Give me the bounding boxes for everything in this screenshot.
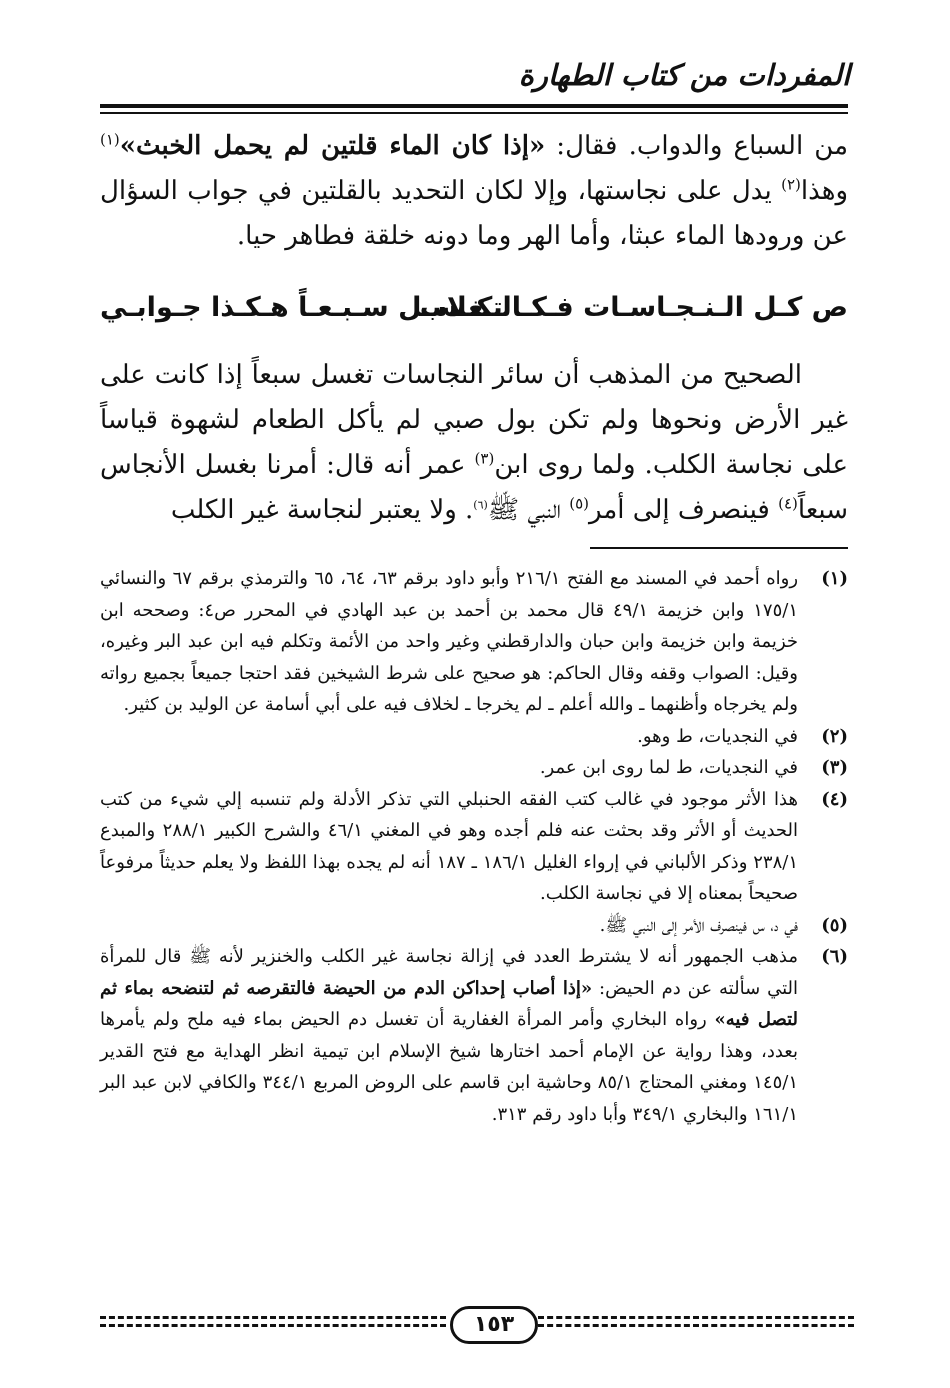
text-run: مذهب الجمهور أنه لا يشترط العدد في إزالة نجاسة غير الكلب والخنزير لأنه ﷺ قال للمرأة التي سألته عن دم الحيض: [100,946,798,999]
paragraph-2 [100,353,848,533]
footnote-3 [100,752,848,784]
ornament-dash-right-lower [538,1324,854,1327]
text-run: الصحيح من المذهب أن سائر النجاسات تغسل سبعاً إذا كانت على غير الأرض ونحوها ولم تكن بول صبي لم يأكل الطعام لشهوة قياساً على نجاسة الكلب. ولما روى ابن [100,360,848,480]
text-run: من السباع والدواب. فقال: [545,131,848,161]
footnote-ref-3: (٣) [474,449,495,468]
footnote-separator [590,547,848,549]
text-run: عمر أنه قال: أمرنا بغسل الأنجاس سبعاً [100,450,848,525]
hadith-quote: «إذا كان الماء قلتين لم يحمل الخبث» [119,131,546,161]
footnote-ref-6: (٦) [473,498,488,512]
page-number-ornament [100,1306,854,1342]
footnote-5 [100,910,848,942]
ornament-dash-right [538,1316,854,1319]
footnote-number: (٣) [821,757,848,778]
footnote-text: رواه أحمد في المسند مع الفتح ٢١٦/١ وأبو داود برقم ٦٣، ٦٤، ٦٥ والترمذي برقم ٦٧ والنسائي ١٧٥/١ وابن خزيمة ٤٩/١ قال محمد بن أحمد بن عبد الهادي في المحرر ص٤: وصححه ابن خزيمة وابن خزيمة وابن حبان والدارقطني وغير واحد من الأئمة وتكلم فيه ابن عبد البر وغيره، وقيل: الصواب وقفه وقال الحاكم: هو صحيح على شرط الشيخين فقد احتجا جميعاً بجميع رواته ولم يخرجاه وأظنهما ـ والله أعلم ـ لم يخرجا ـ لخلاف فيه على أبي أسامة عن الوليد بن كثير. [100,568,799,715]
text-run: يدل على نجاستها، وإلا لكان التحديد بالقلتين في جواب السؤال عن ورودها الماء عبثا، وأما الهر وما دونه خلقة فطاهر حيا. [100,176,848,251]
footnote-ref-5: (٥) [569,494,590,513]
footnote-ref-4: (٤) [778,494,798,513]
footnote-number: (٥) [821,914,848,936]
footnote-number: (٦) [821,946,848,967]
running-title: المفردات من كتاب الطهارة [518,58,850,92]
footnote-number: (٤) [821,788,848,810]
footnote-number: (٢) [821,725,848,747]
ornament-dash-left-lower [100,1324,446,1327]
footnote-ref-1: (١) [100,130,120,149]
header-rule-thin [100,112,848,114]
footnote-6 [100,941,848,1130]
footnote-number: (١) [821,568,848,589]
footnote-2 [100,721,848,753]
text-run: وهذا [800,176,848,206]
text-run: . ولا يعتبر لنجاسة غير الكلب [170,495,474,525]
main-text [100,124,848,533]
footnote-text: في النجديات، ط لما روى ابن عمر. [539,757,798,778]
footnote-text: في د، س فينصرف الأمر إلى النبي ﷺ. [599,914,798,936]
verse-hemistich-2: تـغـسـل سـبـعـاً هـكـذا جـوابـي [100,292,503,323]
text-run: النبي ﷺ [487,495,570,525]
paragraph-1 [100,124,848,259]
footnote-text [100,941,798,1130]
footnote-text: في النجديات، ط وهو. [637,725,798,747]
footnotes [100,563,848,1130]
footnote-ref-2: (٢) [781,175,801,194]
text-run: فينصرف إلى أمر [589,495,779,525]
footnote-4 [100,784,848,910]
footnote-text: هذا الأثر موجود في غالب كتب الفقه الحنبلي التي تذكر الأدلة ولم تنسبه إلي شيء من كتب الحديث أو الأثر وقد بحثت عنه فلم أجده وهو في المغني ٤٦/١ والشرح الكبير ٢٨٨/١ والمبدع ٢٣٨/١ وذكر الألباني في إرواء الغليل ١٨٦/١ ـ ١٨٧ أنه لم يجده بهذا اللفظ ولا يعلم حديثاً مرفوعاً صحيحاً بمعناه إلا في نجاسة الكلب. [100,788,799,904]
footnote-1 [100,563,848,721]
text-run: رواه البخاري وأمر المرأة الغفارية أن تغسل دم الحيض بماء فيه ملح ولم يأمرها بعدد، وهذا رواية عن الإمام أحمد اختارها شيخ الإسلام ابن تيمية انظر الهداية مع فتح القدير ١٤٥/١ ومغني المحتاج ٨٥/١ وحاشية ابن قاسم على الروض المربع ٣٤٤/١ والكافي لابن عبد البر ١٦١/١ والبخاري ٣٤٩/١ وأبا داود رقم ٣١٣. [100,1009,798,1125]
page-number: ١٥٣ [450,1306,538,1344]
verse-hemistich-1: ص كـل الـنـجـاسـات فـكـالـكـلاب [419,292,848,323]
hadith-quote: «إذا أصاب إحداكن الدم من الحيضة فالتقرصه ثم لتنضحه بماء ثم لتصل فيه» [100,977,798,1030]
header-rule-thick [100,104,848,108]
ornament-dash-left [100,1316,446,1319]
verse-line [100,285,848,331]
